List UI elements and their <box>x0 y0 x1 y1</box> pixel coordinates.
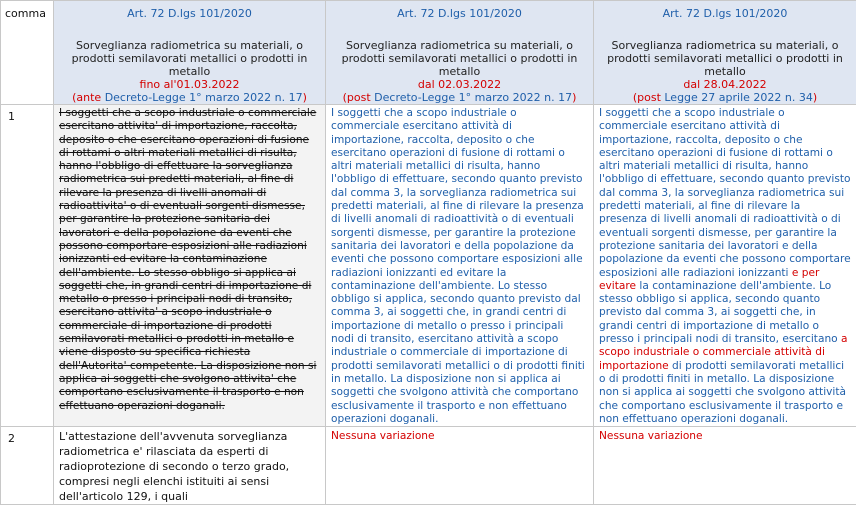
ref-document: Decreto-Legge 1° marzo 2022 n. 17 <box>105 91 303 104</box>
text-segment: I soggetti che a scopo industriale o commerciale esercitano attività di importazione, raccolta, deposito o che esercitano operazioni di fusione di rottami o altri materiali metallici di risulta, hanno l'obbligo di effettuare, secondo quanto previsto dal comma 3, la sorveglianza radiometrica sui predetti materiali, al fine di rilevare la presenza di livelli anomali di radioattività o di eventuali sorgenti dismesse, per garantire la protezione sanitaria dei lavoratori e della popolazione da eventi che possono comportare esposizioni alle radiazioni ionizzanti <box>599 107 851 279</box>
version-date: dal 02.03.2022 <box>326 78 593 91</box>
amended-text <box>594 105 856 426</box>
version2-text-cell <box>326 427 594 505</box>
text-segment: la contaminazione dell'ambiente. Lo stesso obbligo si applica, secondo quanto previsto dal comma 3, ai soggetti che, in grandi centri di importazione di metallo o presso i principali nodi di transito, esercitano <box>599 280 841 345</box>
version3-text-cell <box>594 105 856 427</box>
version-date: dal 28.04.2022 <box>594 78 856 91</box>
original-text-cell <box>54 427 326 505</box>
original-text: L'attestazione dell'avvenuta sorveglianza radiometrica e' rilasciata da esperti di radioprotezione di secondo o terzo grado, compresi negli elenchi istituiti ai sensi dell'articolo 129, i quali <box>54 427 325 504</box>
comma-number-cell <box>1 427 54 505</box>
ref-suffix: ) <box>572 91 576 104</box>
no-change-label: Nessuna variazione <box>594 427 856 443</box>
original-text-cell <box>54 105 326 427</box>
amended-text: I soggetti che a scopo industriale o commerciale esercitano attività di importazione, raccolta, deposito o che esercitano operazioni di fusione di rottami o altri materiali metallici di risulta, hanno l'obbligo di effettuare, secondo quanto previsto dal comma 3, la sorveglianza radiometrica sui predetti materiali, al fine di rilevare la presenza di livelli anomali di radioattività o di eventuali sorgenti dismesse, per garantire la protezione sanitaria dei lavoratori e della popolazione da eventi che possono comportare esposizioni alle radiazioni ionizzanti ed evitare la contaminazione dell'ambiente. Lo stesso obbligo si applica, secondo quanto previsto dal comma 3, ai soggetti che, in grandi centri di importazione di metallo o presso i principali nodi di transito, esercitano attività a scopo industriale o commerciale di importazione di prodotti semilavorati metallici o di prodotti finiti in metallo. La disposizione non si applica ai soggetti che svolgono attività che comportano esclusivamente il trasporto e non effettuano operazioni doganali. <box>326 105 593 426</box>
ref-document: Decreto-Legge 1° marzo 2022 n. 17 <box>374 91 572 104</box>
deleted-text: I soggetti che a scopo industriale o commerciale esercitano attivita' di importazione, raccolta, deposito o che esercitano operazioni di fusione di rottami o altri materiali metallici di risulta, hanno l'obbligo di effettuare la sorveglianza radiometrica sui predetti materiali, al fine di rilevare la presenza di livelli anomali di radioattivita' o di eventuali sorgenti dismesse, per garantire la protezione sanitaria dei lavoratori e della popolazione da eventi che possono comportare esposizioni alle radiazioni ionizzanti ed evitare la contaminazione dell'ambiente. Lo stesso obbligo si applica ai soggetti che, in grandi centri di importazione di metallo o presso i principali nodi di transito, esercitano attivita' a scopo industriale o commerciale di importazione di prodotti semilavorati metallici o prodotti in metallo e viene disposto su specifica richiesta dell'Autorita' competente. La disposizione non si applica ai soggetti che svolgono attivita' che comportano esclusivamente il trasporto e non effettuano operazioni doganali. <box>54 105 325 413</box>
version3-text-cell <box>594 427 856 505</box>
article-subject: Sorveglianza radiometrica su materiali, o prodotti semilavorati metallici o prodotti in metallo <box>326 39 593 78</box>
version-date: fino al'01.03.2022 <box>54 78 325 91</box>
changed-text-highlight: a scopo industriale o commerciale attività di importazione <box>599 333 848 372</box>
ref-prefix: (post <box>633 91 665 104</box>
changed-text-highlight: e per evitare <box>599 267 819 292</box>
ref-suffix: ) <box>813 91 817 104</box>
table-row <box>1 427 856 505</box>
no-change-label: Nessuna variazione <box>326 427 593 443</box>
article-title: Art. 72 D.lgs 101/2020 <box>326 7 593 20</box>
text-segment: di prodotti semilavorati metallici o di prodotti finiti in metallo. La disposizione non si applica ai soggetti che svolgono attività che comportano esclusivamente il trasporto e non effettuano operazioni doganali. <box>599 360 846 425</box>
comma-number-cell <box>1 105 54 427</box>
comma-number: 2 <box>1 427 53 445</box>
comma-header-label: comma <box>1 1 53 20</box>
article-subject: Sorveglianza radiometrica su materiali, o prodotti semilavorati metallici o prodotti in metallo <box>594 39 856 78</box>
table-row <box>1 105 856 427</box>
header-row <box>1 1 856 105</box>
column-header-version3 <box>594 1 856 105</box>
ref-prefix: (ante <box>72 91 105 104</box>
ref-suffix: ) <box>303 91 307 104</box>
article-title: Art. 72 D.lgs 101/2020 <box>594 7 856 20</box>
article-subject: Sorveglianza radiometrica su materiali, o prodotti semilavorati metallici o prodotti in metallo <box>54 39 325 78</box>
column-header-version2 <box>326 1 594 105</box>
article-title: Art. 72 D.lgs 101/2020 <box>54 7 325 20</box>
ref-prefix: (post <box>343 91 375 104</box>
comma-header-cell <box>1 1 54 105</box>
comma-number: 1 <box>1 105 53 123</box>
column-header-original <box>54 1 326 105</box>
ref-document: Legge 27 aprile 2022 n. 34 <box>664 91 813 104</box>
version2-text-cell <box>326 105 594 427</box>
